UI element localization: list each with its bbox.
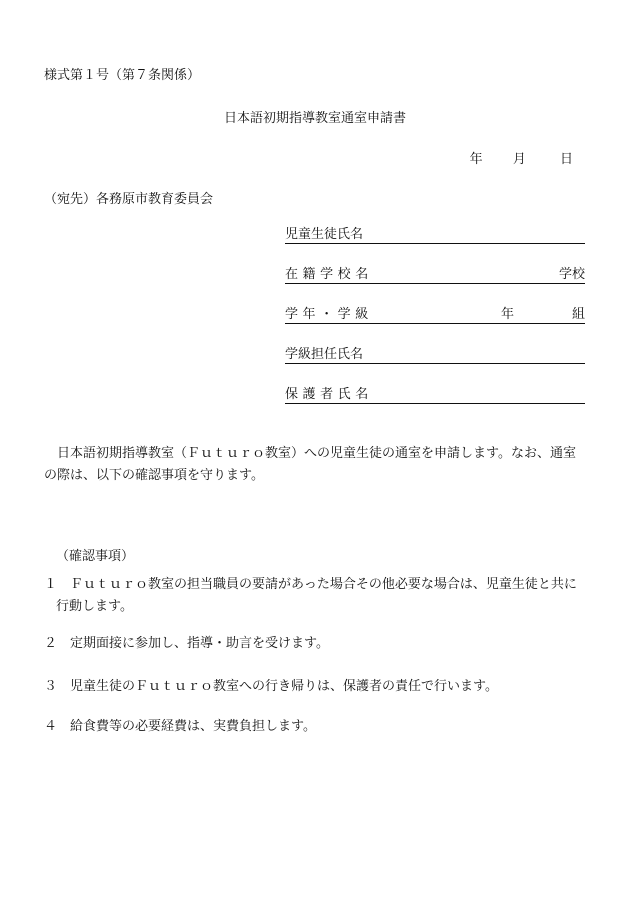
student-name-field[interactable] bbox=[285, 225, 585, 244]
item-text: 定期面接に参加し、指導・助言を受けます。 bbox=[70, 636, 329, 651]
guardian-name-field[interactable] bbox=[285, 385, 585, 404]
confirmation-item bbox=[44, 574, 586, 618]
confirmation-item bbox=[44, 633, 586, 655]
grade-class-field[interactable] bbox=[285, 305, 585, 324]
item-number: １ bbox=[44, 577, 58, 592]
class-unit: 組 bbox=[571, 307, 585, 322]
date-day: 日 bbox=[559, 152, 573, 167]
item-number: ４ bbox=[44, 719, 58, 734]
grade-class-label: 学年・学級 bbox=[285, 307, 373, 322]
form-code: 様式第１号（第７条関係） bbox=[44, 68, 201, 83]
item-number: ２ bbox=[44, 636, 58, 651]
item-text: Ｆｕｔｕｒｏ教室の担当職員の要請があった場合その他必要な場合は、児童生徒と共に bbox=[70, 577, 577, 592]
date-year: 年 bbox=[469, 152, 483, 167]
date-line bbox=[470, 148, 573, 167]
school-suffix: 学校 bbox=[558, 267, 585, 282]
item-number: ３ bbox=[44, 679, 58, 694]
item-text-continued: 行動します。 bbox=[56, 599, 133, 614]
document-title: 日本語初期指導教室通室申請書 bbox=[223, 111, 406, 126]
date-month: 月 bbox=[512, 152, 526, 167]
teacher-name-label: 学級担任氏名 bbox=[285, 347, 364, 362]
item-text: 児童生徒のＦｕｔｕｒｏ教室への行き帰りは、保護者の責任で行います。 bbox=[70, 679, 498, 694]
addressee: （宛先）各務原市教育委員会 bbox=[44, 192, 214, 207]
application-paragraph: 日本語初期指導教室（Ｆｕｔｕｒｏ教室）への児童生徒の通室を申請します。なお、通室の際は、以下の確認事項を守ります。 bbox=[44, 446, 576, 483]
confirmation-item bbox=[44, 676, 586, 698]
teacher-name-field[interactable] bbox=[285, 345, 585, 364]
school-name-field[interactable] bbox=[285, 265, 585, 284]
item-text: 給食費等の必要経費は、実費負担します。 bbox=[70, 719, 316, 734]
guardian-name-label: 保護者氏名 bbox=[285, 387, 373, 402]
confirmation-heading: （確認事項） bbox=[56, 549, 135, 564]
student-name-label: 児童生徒氏名 bbox=[285, 227, 364, 242]
grade-unit: 年 bbox=[501, 307, 515, 322]
confirmation-item bbox=[44, 716, 586, 738]
school-name-label: 在籍学校名 bbox=[285, 267, 373, 282]
